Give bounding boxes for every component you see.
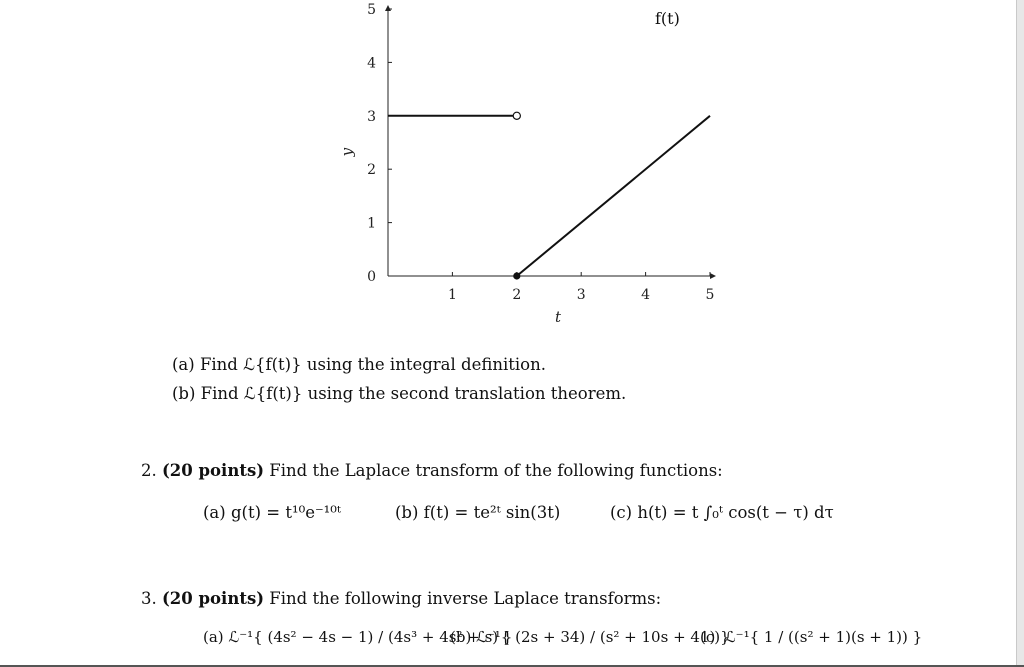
x-tick-label: 4 (641, 287, 651, 303)
problem3-a: (a) ℒ⁻¹{ (4s² − 4s − 1) / (4s³ + 4s² + s) } (203, 628, 513, 646)
problem3-number: 3. (141, 589, 157, 608)
problem2-points: (20 points) (162, 461, 265, 480)
x-tick-label: 5 (705, 287, 715, 303)
closed-endpoint (513, 272, 520, 279)
x-axis-label: t (555, 308, 562, 326)
y-axis-arrow (385, 5, 391, 11)
y-tick-label: 0 (367, 269, 376, 285)
y-tick-label: 1 (367, 215, 376, 232)
problem3-header (141, 589, 661, 608)
y-tick-label: 5 (367, 2, 376, 18)
x-tick-label: 2 (512, 287, 522, 303)
problem3-b: (b) ℒ⁻¹{ (2s + 34) / (s² + 10s + 41) } (450, 628, 730, 646)
open-endpoint (513, 112, 520, 119)
problem3-c: (c) ℒ⁻¹{ 1 / ((s² + 1)(s + 1)) } (700, 628, 923, 646)
problem3-points: (20 points) (162, 589, 265, 608)
series (388, 112, 710, 279)
scrollbar-frame (1016, 0, 1024, 667)
problem1-part-a: (a) Find ℒ{f(t)} using the integral definition. (172, 355, 546, 374)
problem2-b: (b) f(t) = te²ᵗ sin(3t) (395, 503, 561, 522)
problem2-c: (c) h(t) = t ∫₀ᵗ cos(t − τ) dτ (610, 503, 834, 522)
problem2-number: 2. (141, 461, 157, 480)
y-tick-label: 3 (367, 108, 376, 125)
problem2-prompt: Find the Laplace transform of the following functions: (269, 461, 723, 480)
axes (385, 5, 716, 279)
x-axis-arrow (710, 273, 716, 279)
series-line-2 (517, 116, 710, 276)
chart-title: f(t) (655, 9, 680, 28)
x-tick-label: 1 (447, 287, 457, 303)
problem2-header (141, 461, 723, 480)
problem3-prompt: Find the following inverse Laplace transforms: (269, 589, 662, 608)
y-tick-label: 4 (367, 55, 376, 72)
problem1-part-b: (b) Find ℒ{f(t)} using the second translation theorem. (172, 384, 627, 403)
ticks (367, 2, 714, 303)
problem2-a: (a) g(t) = t¹⁰e⁻¹⁰ᵗ (203, 503, 341, 522)
y-axis-label: y (338, 147, 356, 157)
x-tick-label: 3 (576, 287, 586, 303)
y-tick-label: 2 (367, 162, 376, 179)
